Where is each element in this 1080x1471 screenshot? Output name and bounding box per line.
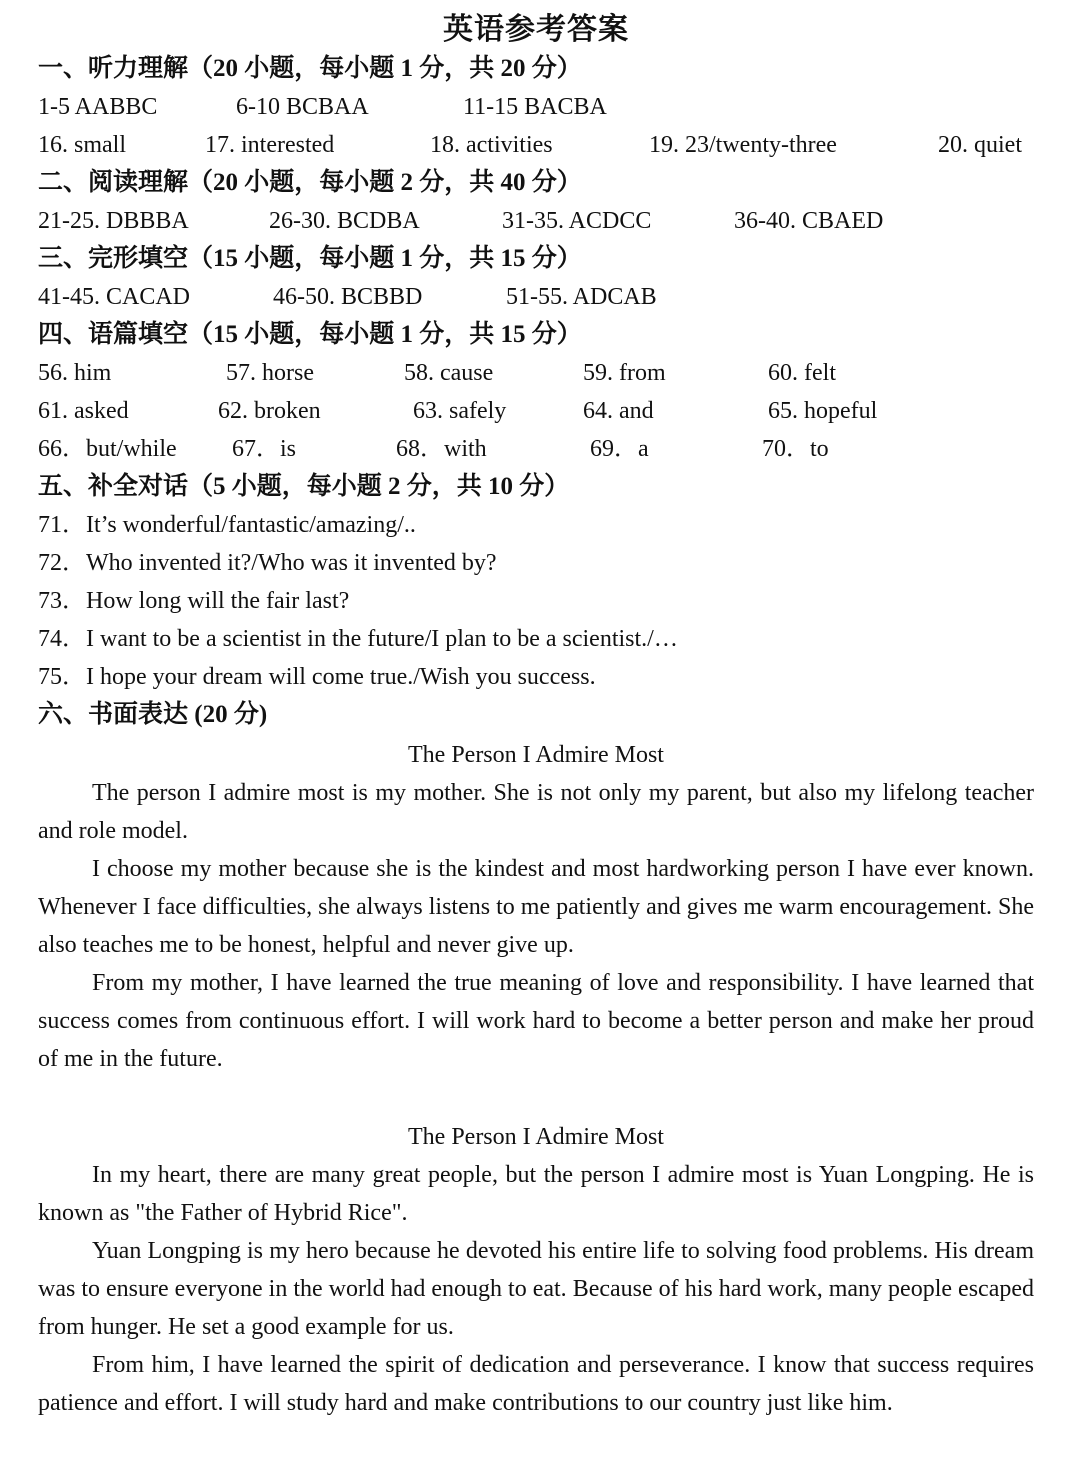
section-header-dialogue: 五、补全对话（5 小题，每小题 2 分，共 10 分） — [38, 473, 570, 500]
answer-group: 51-55. ADCAB — [506, 284, 657, 310]
answer-group: 41-45. CACAD — [38, 284, 191, 310]
answer-group: 26-30. BCDBA — [269, 208, 420, 234]
answer-row — [38, 430, 1034, 468]
dialogue-answer: 74．I want to be a scientist in the future/I plan to be a scientist./… — [38, 626, 678, 652]
answer-group: 1-5 AABBC — [38, 94, 158, 120]
dialogue-answer: 72．Who invented it?/Who was it invented by? — [38, 550, 497, 576]
answer-item: 68．with — [396, 436, 487, 462]
answer-group: 21-25. DBBBA — [38, 208, 189, 234]
answer-item: 67．is — [232, 436, 297, 462]
answer-item: 20. quiet — [938, 132, 1022, 158]
answer-group: 6-10 BCBAA — [236, 94, 369, 120]
essay-paragraph: Yuan Longping is my hero because he devoted his entire life to solving food problems. His dream was to ensure everyone in the world had enough to eat. Because of his hard work, many people escaped from hunger. He set a good example for us. — [38, 1238, 1034, 1340]
answer-row — [38, 88, 1034, 126]
answer-item: 60. felt — [768, 360, 836, 386]
spacer — [38, 1078, 1034, 1116]
section-header-writing: 六、书面表达 (20 分) — [38, 701, 268, 728]
section-header-passage-fill: 四、语篇填空（15 小题，每小题 1 分，共 15 分） — [38, 321, 582, 348]
answer-item: 57. horse — [226, 360, 314, 386]
answer-item: 18. activities — [430, 132, 553, 158]
answer-item: 56. him — [38, 360, 112, 386]
dialogue-answer: 75．I hope your dream will come true./Wish you success. — [38, 664, 596, 690]
essay-paragraph: From him, I have learned the spirit of dedication and perseverance. I know that success requires patience and effort. I will study hard and make contributions to our country just like him. — [38, 1352, 1034, 1416]
answer-item: 59. from — [583, 360, 666, 386]
answer-row — [38, 278, 1034, 316]
answer-item: 61. asked — [38, 398, 129, 424]
answer-item: 63. safely — [413, 398, 507, 424]
answer-row — [38, 126, 1034, 164]
essay-title: The Person I Admire Most — [408, 742, 664, 768]
answer-group: 46-50. BCBBD — [273, 284, 423, 310]
page-title: 英语参考答案 — [443, 13, 629, 46]
answer-item: 58. cause — [404, 360, 494, 386]
answer-item: 64. and — [583, 398, 654, 424]
answer-item: 62. broken — [218, 398, 321, 424]
section-header-cloze: 三、完形填空（15 小题，每小题 1 分，共 15 分） — [38, 245, 582, 272]
answer-group: 36-40. CBAED — [734, 208, 884, 234]
essay-paragraph: The person I admire most is my mother. She is not only my parent, but also my lifelong teacher and role model. — [38, 780, 1034, 844]
answer-row — [38, 202, 1034, 240]
answer-item: 66．but/while — [38, 436, 177, 462]
answer-item: 19. 23/twenty-three — [649, 132, 837, 158]
answer-item: 65. hopeful — [768, 398, 878, 424]
section-header-listening: 一、听力理解（20 小题，每小题 1 分，共 20 分） — [38, 55, 582, 82]
dialogue-answer: 73．How long will the fair last? — [38, 588, 350, 614]
answer-item: 70．to — [762, 436, 829, 462]
answer-item: 17. interested — [205, 132, 335, 158]
answer-row — [38, 392, 1034, 430]
answer-row — [38, 354, 1034, 392]
answer-item: 69．a — [590, 436, 649, 462]
essay-paragraph: From my mother, I have learned the true meaning of love and responsibility. I have learned that success comes from continuous effort. I will work hard to become a better person and make her proud of me in the future. — [38, 970, 1034, 1072]
essay-paragraph: In my heart, there are many great people, but the person I admire most is Yuan Longping. He is known as "the Father of Hybrid Rice". — [38, 1162, 1034, 1226]
essay-title: The Person I Admire Most — [408, 1124, 664, 1150]
essay-paragraph: I choose my mother because she is the kindest and most hardworking person I have ever known. Whenever I face difficulties, she always listens to me patiently and gives me warm encouragement. She also teaches me to be honest, helpful and never give up. — [38, 856, 1034, 958]
answer-item: 16. small — [38, 132, 126, 158]
answer-group: 11-15 BACBA — [463, 94, 607, 120]
dialogue-answer: 71．It’s wonderful/fantastic/amazing/.. — [38, 512, 416, 538]
answer-group: 31-35. ACDCC — [502, 208, 652, 234]
section-header-reading: 二、阅读理解（20 小题，每小题 2 分，共 40 分） — [38, 169, 582, 196]
